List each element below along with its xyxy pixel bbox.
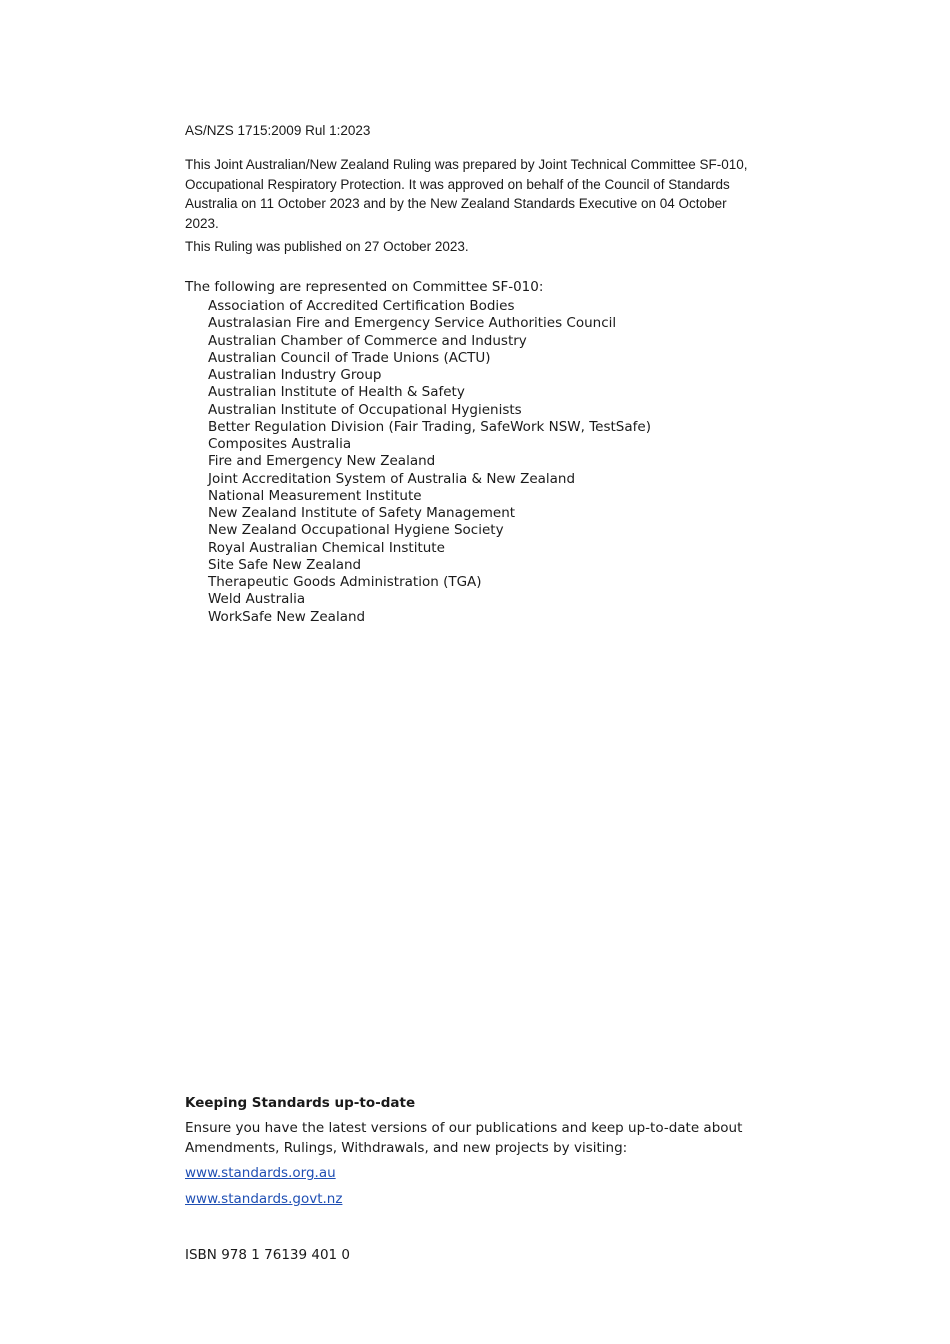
committee-member: Joint Accreditation System of Australia & New Zealand xyxy=(208,470,576,487)
committee-member: WorkSafe New Zealand xyxy=(208,608,366,625)
committee-member: Australian Council of Trade Unions (ACTU) xyxy=(208,349,491,366)
committee-member: Site Safe New Zealand xyxy=(208,556,362,573)
committee-member: Australian Institute of Health & Safety xyxy=(208,384,465,401)
committee-member: Weld Australia xyxy=(208,591,306,608)
committee-member: Therapeutic Goods Administration (TGA) xyxy=(208,574,482,590)
standards-australia-link[interactable]: www.standards.org.au xyxy=(185,1165,336,1181)
committee-member: Australian Chamber of Commerce and Industry xyxy=(208,332,527,349)
committee-member: Better Regulation Division (Fair Trading, SafeWork NSW, TestSafe) xyxy=(208,418,651,435)
committee-member: Composites Australia xyxy=(208,436,352,452)
committee-member: Australian Institute of Occupational Hygienists xyxy=(208,401,522,418)
committee-member: Fire and Emergency New Zealand xyxy=(208,453,436,470)
preparation-statement: This Joint Australian/New Zealand Ruling was prepared by Joint Technical Committee SF-010, Occupational Respiratory Protection. It was approved on behalf of the Council of Standards Australia on 11 October 2023 and by the New Zealand Standards Executive on 04 October 2023. xyxy=(185,157,748,231)
committee-member: Association of Accredited Certification Bodies xyxy=(208,298,515,314)
publication-date-statement: This Ruling was published on 27 October 2023. xyxy=(185,239,469,254)
committee-member: New Zealand Institute of Safety Management xyxy=(208,505,516,521)
committee-member: Royal Australian Chemical Institute xyxy=(208,539,445,556)
committee-member: New Zealand Occupational Hygiene Society xyxy=(208,522,504,539)
standard-designation: AS/NZS 1715:2009 Rul 1:2023 xyxy=(185,123,371,138)
committee-heading: The following are represented on Committee SF-010: xyxy=(185,279,544,295)
isbn: ISBN 978 1 76139 401 0 xyxy=(185,1247,351,1263)
committee-member: Australian Industry Group xyxy=(208,367,382,383)
standards-new-zealand-link[interactable]: www.standards.govt.nz xyxy=(185,1191,343,1207)
keeping-standards-body: Ensure you have the latest versions of our publications and keep up-to-date about Amendments, Rulings, Withdrawals, and new projects by visiting: xyxy=(185,1120,743,1156)
committee-member-list xyxy=(208,298,651,626)
committee-member: National Measurement Institute xyxy=(208,487,422,504)
keeping-standards-heading: Keeping Standards up-to-date xyxy=(185,1095,416,1111)
committee-member: Australasian Fire and Emergency Service Authorities Council xyxy=(208,315,617,332)
